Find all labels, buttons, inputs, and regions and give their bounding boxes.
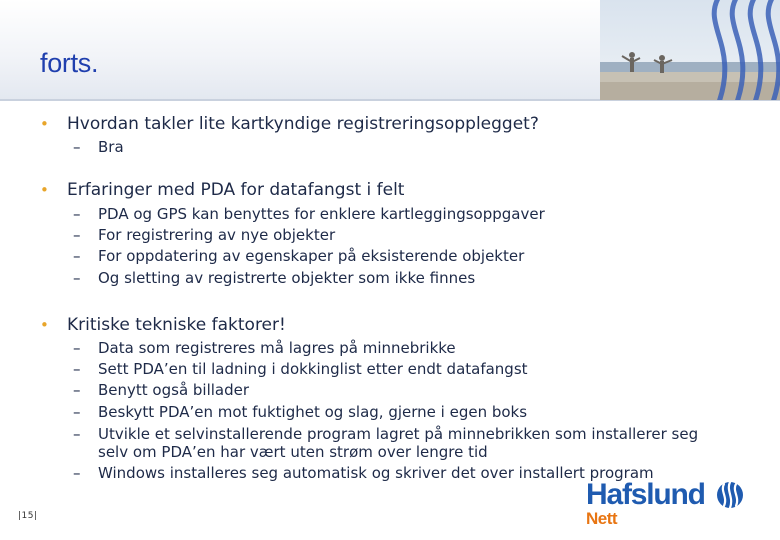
- sub-dash: –: [73, 403, 81, 421]
- sub-dash: –: [73, 464, 81, 482]
- sub-dash: –: [73, 226, 81, 244]
- bullet-text: Erfaringer med PDA for datafangst i felt: [67, 180, 405, 200]
- sub-dash: –: [73, 381, 81, 399]
- page-number: |15|: [18, 511, 38, 521]
- sub-text: PDA og GPS kan benyttes for enklere kartleggingsoppgaver: [98, 205, 545, 223]
- bullet-text: Kritiske tekniske faktorer!: [67, 315, 286, 335]
- bullet-dot: •: [40, 115, 49, 133]
- sub-text: Bra: [98, 138, 124, 156]
- sub-dash: –: [73, 339, 81, 357]
- sub-text: Utvikle et selvinstallerende program lagret på minnebrikken som installerer seg selv om PDA’en har vært uten strøm over lengre tid: [98, 425, 699, 461]
- sub-text: Og sletting av registrerte objekter som ikke finnes: [98, 269, 476, 287]
- sub-text: For registrering av nye objekter: [98, 226, 336, 244]
- sub-dash: –: [73, 205, 81, 223]
- hafslund-logo: [586, 478, 746, 528]
- hafslund-waves-icon: [716, 479, 744, 511]
- logo-wordmark: Hafslund: [586, 478, 705, 511]
- bullet-dot: •: [40, 181, 49, 199]
- sub-text: Sett PDA’en til ladning i dokkinglist etter endt datafangst: [98, 360, 528, 378]
- sub-text: Beskytt PDA’en mot fuktighet og slag, gjerne i egen boks: [98, 403, 528, 421]
- sub-dash: –: [73, 138, 81, 156]
- sub-text: Data som registreres må lagres på minnebrikke: [98, 339, 456, 357]
- sub-dash: –: [73, 269, 81, 287]
- beach-photo: [600, 0, 780, 100]
- sub-text: Benytt også billader: [98, 381, 250, 399]
- bullet-dot: •: [40, 316, 49, 334]
- sub-dash: –: [73, 360, 81, 378]
- sub-dash: –: [73, 425, 81, 443]
- slide-title: forts.: [40, 48, 99, 78]
- sub-text: For oppdatering av egenskaper på eksisterende objekter: [98, 247, 525, 265]
- logo-subtitle: Nett: [586, 509, 618, 528]
- sub-text: Windows installeres seg automatisk og skriver det over installert program: [98, 464, 654, 482]
- bullet-text: Hvordan takler lite kartkyndige registreringsopplegget?: [67, 114, 539, 134]
- sub-dash: –: [73, 247, 81, 265]
